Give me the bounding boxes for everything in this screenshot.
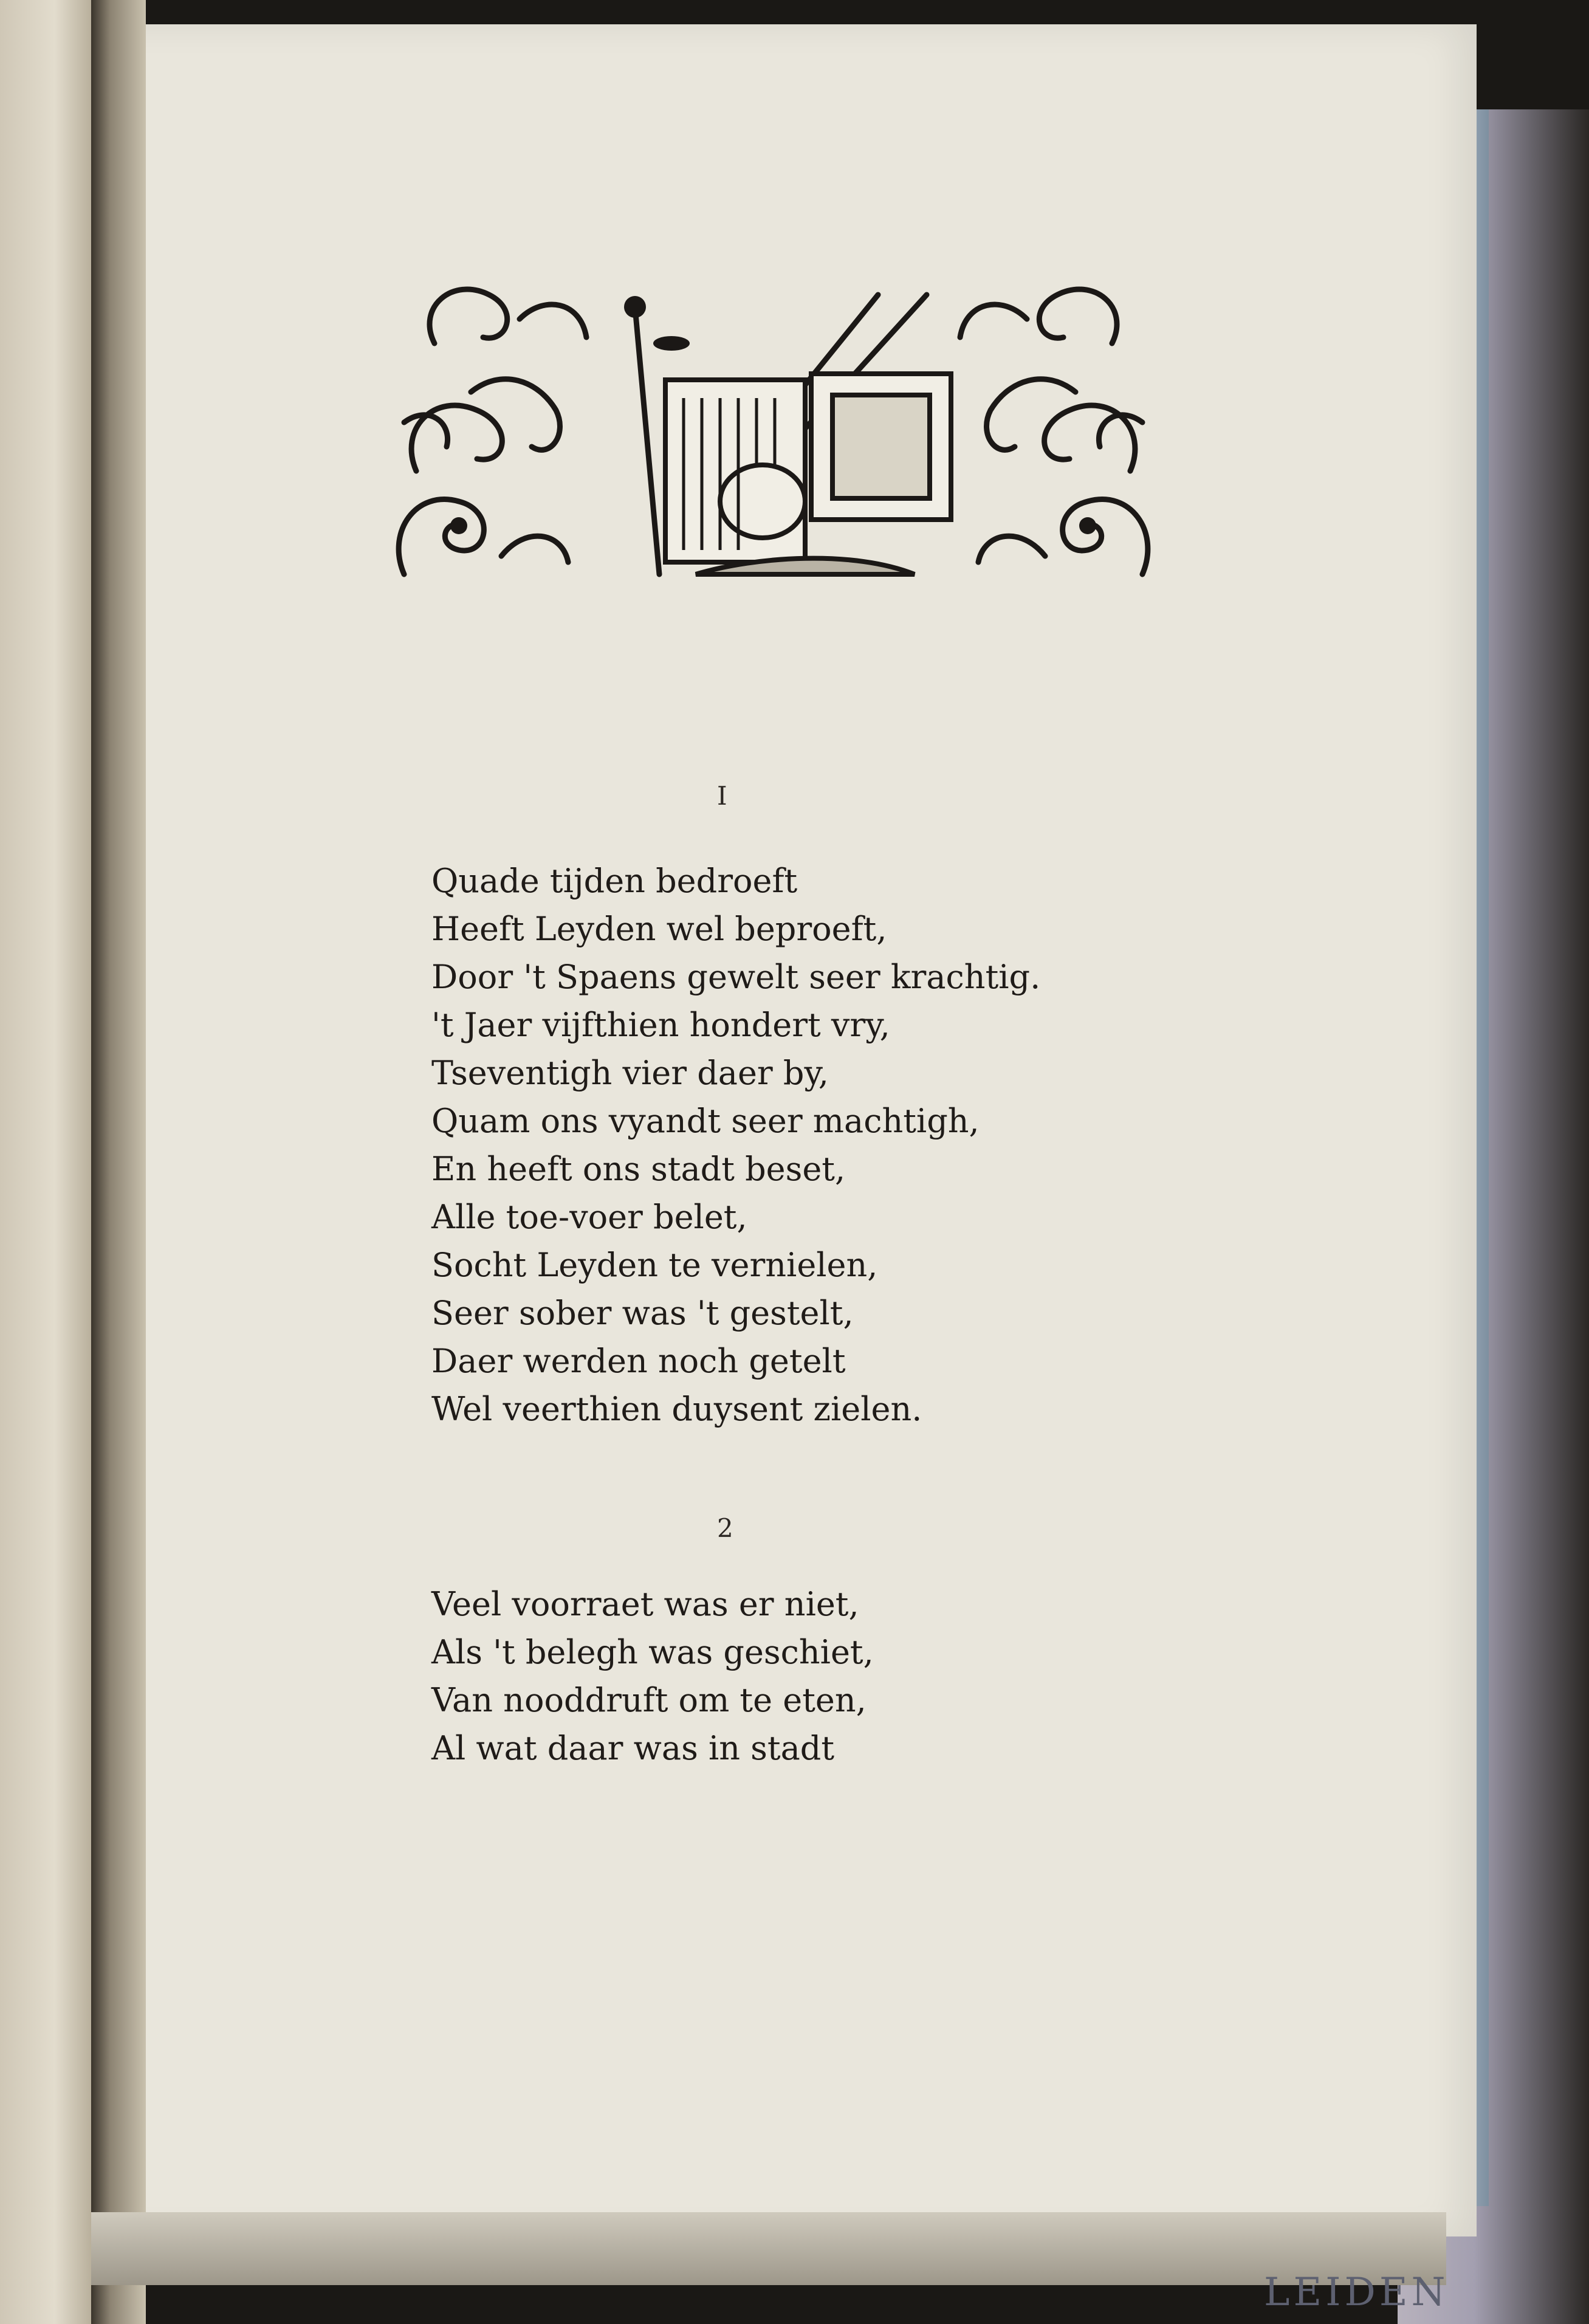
verse-line: Quam ons vyandt seer machtigh, bbox=[431, 1102, 980, 1140]
verse-line: Daer werden noch getelt bbox=[431, 1342, 846, 1380]
stamp-text: LEIDEN bbox=[1264, 2270, 1449, 2315]
page-bottom-edge bbox=[91, 2212, 1446, 2285]
verse-line: Veel voorraet was er niet, bbox=[431, 1585, 859, 1623]
woodcut-vignette-icon bbox=[380, 270, 1167, 593]
stanza-1 bbox=[431, 857, 1040, 1433]
verse-line: Door 't Spaens gewelt seer krachtig. bbox=[431, 958, 1041, 996]
left-page bbox=[0, 0, 91, 2324]
stanza-2 bbox=[431, 1580, 874, 1772]
verse-line: Quade tijden bedroeft bbox=[431, 862, 798, 900]
verse-line: Alle toe-voer belet, bbox=[431, 1198, 747, 1236]
verse-line: Seer sober was 't gestelt, bbox=[431, 1294, 854, 1332]
book-gutter bbox=[91, 0, 146, 2324]
verse-line: 't Jaer vijfthien hondert vry, bbox=[431, 1006, 890, 1044]
verse-line: Al wat daar was in stadt bbox=[431, 1729, 835, 1767]
verse-line: Heeft Leyden wel beproeft, bbox=[431, 910, 887, 948]
stanza-number-2: 2 bbox=[717, 1513, 733, 1543]
verse-line: Tseventigh vier daer by, bbox=[431, 1054, 829, 1092]
verse-line: Als 't belegh was geschiet, bbox=[431, 1633, 874, 1671]
verse-line: Van nooddruft om te eten, bbox=[431, 1681, 867, 1719]
stanza-number-1: I bbox=[717, 781, 727, 811]
verse-line: Socht Leyden te vernielen, bbox=[431, 1246, 878, 1284]
verse-line: Wel veerthien duysent zielen. bbox=[431, 1390, 922, 1428]
verse-line: En heeft ons stadt beset, bbox=[431, 1150, 846, 1188]
